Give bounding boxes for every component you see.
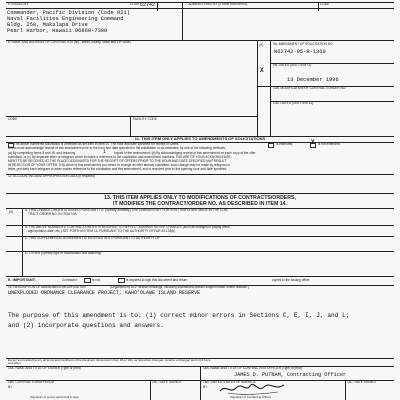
contractor-offeror-label: 15B. CONTRACTOR/OFFEROR xyxy=(8,380,55,384)
code7-label: CODE xyxy=(320,2,330,6)
x-col-13-label: (X) xyxy=(9,210,14,214)
dated-9b-value: 13 December 1996 xyxy=(287,77,339,83)
except-clause-2: and effect. xyxy=(8,361,22,365)
amendment-no-value: N62742-95-R-1369 xyxy=(274,49,326,55)
by-label-16: BY xyxy=(203,385,208,389)
code-row-label: CODE xyxy=(8,117,18,121)
code-value: 62742 xyxy=(140,2,156,8)
except-clause: Except as provided herein, all terms and conditions of the document referenced in Item 9A or 10A, as heretofore changed, remains unchanged and in full force xyxy=(8,358,211,362)
signature-sub-15: (Signature of person authorized to sign) xyxy=(30,395,80,399)
project-title: UNEXPLODED ORDNANCE CLEARANCE PROJECT, KAHO'OLAWE ISLAND RESERVE xyxy=(8,290,201,296)
signature-sub-16: (Signature of Contracting Officer) xyxy=(230,395,271,399)
section-11-line-5: MENT TO BE RECEIVED AT THE PLACE DESIGNATED FOR THE RECEIPT OF OFFERS PRIOR TO THE HOUR AND DATE SPECIFIED MAY RESULT xyxy=(8,159,227,163)
description-suffix: (Organized by UCF section headings, including solicitation/contract subject matter where feasible.) xyxy=(110,285,249,289)
facility-code-label: FACILITY CODE xyxy=(133,117,157,121)
dated-9b-label: 9B. DATED (SEE ITEM 11) xyxy=(273,63,312,67)
is-required-checkbox[interactable] xyxy=(118,278,125,283)
issuer-line-3: Bldg. 258, Makalapa Drive xyxy=(7,22,88,28)
section-11-line-7: letter, provided each telegram or letter makes reference to the solicitation and this amendment, and is received prior to the opening hour and date specified. xyxy=(8,167,228,171)
other-d: D. OTHER (Specify type of modification and authority) xyxy=(25,251,102,255)
section-11-line-4: submitted; or (c) By separate letter or telegram which includes a reference to the solicitation and amendment numbers. FAILURE OF YOUR ACKNOWLEDGE- xyxy=(8,155,232,159)
section-11-line-1: The above numbered solicitation is amended as set forth in Item 14. The hour and date specified for receipt of Offers xyxy=(14,142,179,146)
admin-changes-b: B. THE ABOVE NUMBERED CONTRACT/ORDER IS MODIFIED TO REFLECT ADMINISTRATIVE CHANGES (such as changes in paying office, xyxy=(25,225,231,229)
section-11-line-6: IN REJECTION OF YOUR OFFER. If by virtue of this amendment you desire to change an offer already submitted, such change may be made by telegram or xyxy=(8,163,231,167)
copies-count: 1 xyxy=(103,149,107,155)
contractor-address-label: 8. NAME AND ADDRESS OF CONTRACTOR (No., street, county, State and ZIP code) xyxy=(8,40,131,44)
section-11-line-3: (a) By completing Items 8 and 15, and returning xyxy=(8,151,76,155)
section-11-title: 11. THIS ITEM ONLY APPLIES TO AMENDMENTS OF SOLICITATIONS xyxy=(134,136,266,141)
officer-name-label: 16A. NAME AND TITLE OF CONTRACTING OFFICER (Type or print) xyxy=(203,366,302,370)
administered-by-label: 7. ADMINISTERED BY (If other than Item 6) xyxy=(185,2,248,6)
modification-no-label: 10A. MODIFICATION OF CONTRACT/ORDER NO. xyxy=(273,86,347,90)
is-required-label: is required to sign this document and return xyxy=(126,278,188,282)
is-not-label: is not, xyxy=(92,278,101,282)
amendment-no-label: 9A. AMENDMENT OF SOLICITATION NO. xyxy=(273,42,334,46)
united-states-label: 16B. UNITED STATES OF AMERICA xyxy=(203,380,256,384)
copies-issuing-office: copies to the issuing office. xyxy=(272,278,311,282)
is-not-checkbox[interactable] xyxy=(84,278,91,283)
issuer-line-1: Commander, Pacific Division (Code 021) xyxy=(7,10,130,16)
admin-changes-b2: appropriation date, etc.) SET FORTH IN ITEM 14, PURSUANT TO THE AUTHORITY OF FAR 43.103(b). xyxy=(28,229,177,233)
accounting-data-label: 12. ACCOUNTING AND APPROPRIATION DATA (If required) xyxy=(8,174,95,178)
section-11-line-3b: copies of the amendment; (b) By acknowledging receipt of this amendment on each copy of the offer xyxy=(114,151,256,155)
purpose-line-1: The purpose of this amendment is to: (1) correct minor errors in Sections C, E, I, J, and L; xyxy=(8,312,350,319)
not-extended-option[interactable]: is not extended. xyxy=(318,142,341,146)
issuer-line-4: Pearl Harbor, Hawaii 96860-7300 xyxy=(7,28,108,34)
code-label: CODE xyxy=(130,2,140,6)
issued-by-label: 6. ISSUED BY xyxy=(8,2,29,6)
contracting-officer-name: JAMES D. PUTNAM, Contracting Officer xyxy=(234,372,347,378)
dated-10b-label: 10B. DATED (SEE ITEM 13) xyxy=(273,101,314,105)
section-13-title-1: 13. THIS ITEM APPLIES ONLY TO MODIFICATIONS OF CONTRACTS/ORDERS, xyxy=(104,195,296,201)
supplemental-c: C. THIS SUPPLEMENTAL AGREEMENT IS ENTERED INTO PURSUANT TO AUTHORITY OF: xyxy=(25,236,161,240)
purpose-line-2: and (2) incorporate questions and answers. xyxy=(8,322,164,329)
issuer-line-2: Naval Facilities Engineering Command xyxy=(7,16,124,22)
change-order-a: A. THIS CHANGE ORDER IS ISSUED PURSUANT TO: (Specify authority) THE CHANGES SET FORTH IN ITEM 14 ARE MADE IN THE CON- xyxy=(25,208,229,212)
date-signed-15c-label: 15C. DATE SIGNED xyxy=(152,380,181,384)
date-signed-16c-label: 16C. DATE SIGNED xyxy=(347,380,376,384)
section-11-line-2: Offers must acknowledge receipt of this amendment prior to the hour and date specified in the solicitation or as amended, by one of the following methods: xyxy=(8,146,226,150)
section-13-title-2: IT MODIFIES THE CONTRACT/ORDER NO. AS DESCRIBED IN ITEM 14. xyxy=(113,201,287,207)
important-label: E. IMPORTANT: xyxy=(8,278,36,282)
not-extended-x-mark: X xyxy=(311,139,315,146)
description-label: 14. DESCRIPTION OF AMENDMENT/MODIFICATION xyxy=(8,285,86,289)
amendment-x-mark: X xyxy=(260,67,264,74)
by-label-15: BY xyxy=(8,385,13,389)
signer-name-label: 15A. NAME AND TITLE OF SIGNER (Type or print) xyxy=(8,366,81,370)
is-extended-option[interactable]: is extended, xyxy=(276,142,294,146)
change-order-a2: TRACT ORDER NO. IN ITEM 10A. xyxy=(28,212,78,216)
contracting-officer-signature xyxy=(218,382,288,396)
contractor-word: Contractor xyxy=(62,278,77,282)
x-column-label: (X) xyxy=(259,43,264,47)
